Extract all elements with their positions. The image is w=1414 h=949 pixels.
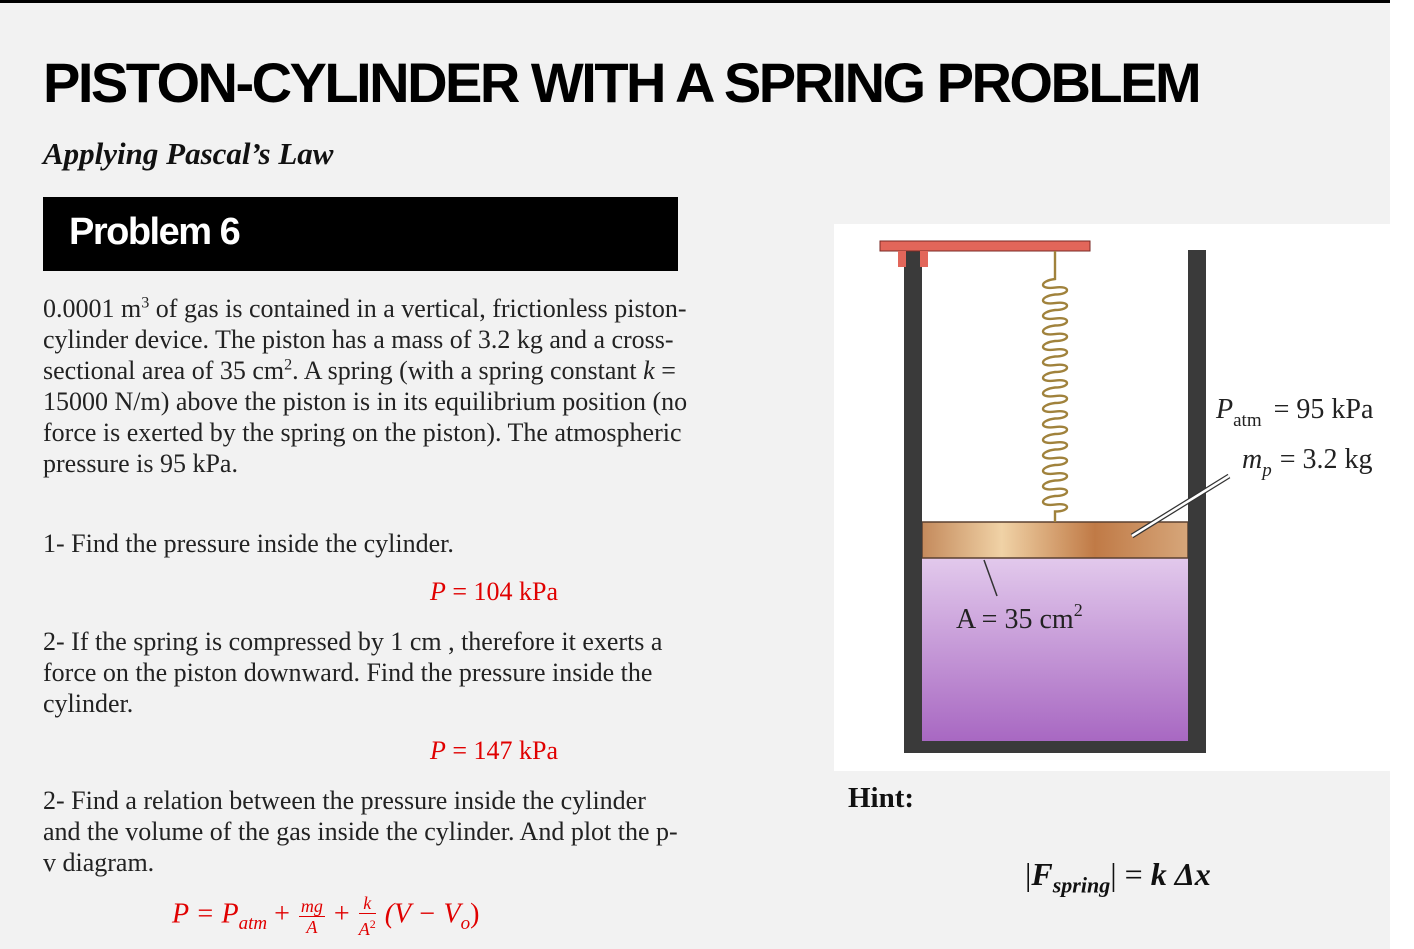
spring-force-equation: [1025, 856, 1211, 898]
problem-statement: [43, 293, 693, 479]
fraction-k-over-a2: [359, 893, 376, 939]
statement-part-2: of gas is contained in a vertical, frictionless piston-cylinder device. The piston has a mass of 3.2 kg and a cross-sectional area of 35 cm: [43, 294, 687, 385]
piston-cylinder-diagram: [834, 224, 1390, 771]
problem-label: Problem 6: [69, 211, 240, 253]
abs-close: |: [1110, 856, 1117, 892]
abs-open: |: [1025, 856, 1032, 892]
k-symbol: k: [1150, 856, 1167, 892]
spring-constant-symbol: k: [643, 356, 655, 385]
pressure-volume-formula: [172, 893, 479, 939]
formula-close-paren: ): [470, 898, 480, 930]
plate-bracket-right: [920, 251, 928, 267]
formula-lhs: P = P: [172, 898, 239, 930]
answer-2: [430, 736, 558, 766]
page-subtitle: Applying Pascal’s Law: [43, 136, 334, 171]
hint-label: Hint:: [848, 782, 915, 814]
top-rule: [0, 0, 1390, 3]
answer-2-value: = 147 kPa: [445, 736, 559, 765]
fraction-numerator-k: k: [359, 893, 376, 914]
force-subscript: spring: [1052, 872, 1111, 898]
cylinder-left-wall: [904, 250, 922, 753]
problem-header-bar: [43, 197, 678, 271]
statement-part-3: . A spring (with a spring constant: [292, 356, 644, 385]
piston-mass-label: $m_p = 3.2$ kg: [1242, 444, 1373, 481]
formula-v0-sub: o: [460, 913, 471, 935]
right-margin: [1390, 0, 1414, 949]
piston-cylinder-figure: [834, 224, 1390, 771]
answer-2-var: P: [430, 736, 446, 765]
question-2: 2- If the spring is compressed by 1 cm , therefore it exerts a force on the piston downward. Find the pressure inside the cylinder.: [43, 627, 663, 718]
cubic-superscript: 3: [141, 294, 150, 312]
formula-atm-sub: atm: [238, 913, 268, 935]
cylinder-bottom: [904, 741, 1206, 753]
square-superscript: 2: [284, 356, 293, 374]
top-plate: [880, 241, 1090, 251]
question-1: 1- Find the pressure inside the cylinder.: [43, 529, 454, 558]
statement-part-1: 0.0001 m: [43, 294, 142, 323]
formula-plus-2: +: [333, 898, 350, 930]
area-label: A = 35 $cm^2$: [956, 600, 1083, 635]
p-atm-label: $P_{atm} = 95$ kPa: [1216, 394, 1374, 431]
delta-x-symbol: Δx: [1166, 856, 1211, 892]
fraction-mg-over-a: [299, 896, 325, 937]
force-symbol: F: [1031, 856, 1053, 892]
fraction-denominator-a2: A: [358, 919, 370, 939]
fraction-exponent-2: 2: [369, 917, 376, 931]
statement-part-4: = 15000 N/m) above the piston is in its equilibrium position (no force is exerted by the spring on the piston). The atmospheric pressure is 95 kPa.: [43, 356, 688, 478]
answer-1-var: P: [430, 577, 446, 606]
formula-volume-term: (V − V: [384, 898, 461, 930]
answer-1: [430, 577, 558, 607]
fraction-denominator-a: A: [306, 916, 318, 937]
fraction-numerator-mg: mg: [300, 895, 323, 916]
plate-bracket-left: [898, 251, 906, 267]
gas-region: [922, 558, 1188, 741]
answer-1-value: = 104 kPa: [445, 577, 559, 606]
page-title: PISTON-CYLINDER WITH A SPRING PROBLEM: [43, 51, 1200, 114]
question-3: 2- Find a relation between the pressure inside the cylinder and the volume of the gas inside the cylinder. And plot the p-v diagram.: [43, 786, 678, 877]
spring-coil: [1043, 251, 1067, 522]
equals-sign: =: [1116, 856, 1151, 892]
formula-plus-1: +: [274, 898, 290, 930]
